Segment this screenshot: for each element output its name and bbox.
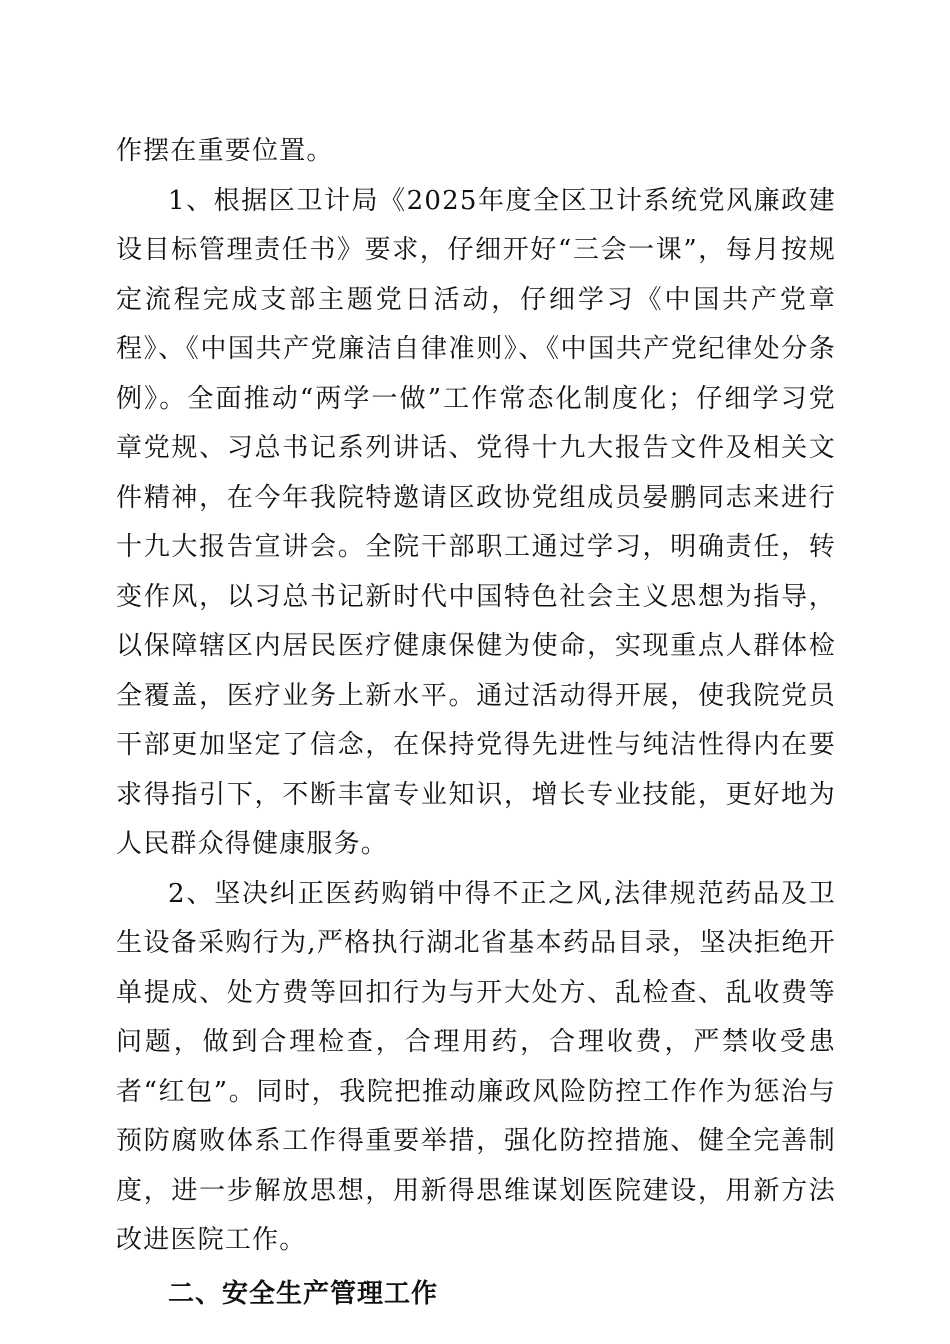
section-heading: 二、安全生产管理工作 (168, 1278, 439, 1309)
paragraph-item-2: 2、坚决纠正医药购销中得不正之风,法律规范药品及卫生设备采购行为,严格执行湖北省基本药品目录，坚决拒绝开单提成、处方费等回扣行为与开大处方、乱检查、乱收费等问题，做到合理检查，合理用药，合理收费，严禁收受患者“红包”。同时，我院把推动廉政风险防控工作作为惩治与预防腐败体系工作得重要举措，强化防控措施、健全完善制度，进一步解放思想，用新得思维谋划医院建设，用新方法改进医院工作。 (116, 878, 836, 1255)
paragraph-item-1: 1、根据区卫计局《2025年度全区卫计系统党风廉政建设目标管理责任书》要求，仔细开好“三会一课”，每月按规定流程完成支部主题党日活动，仔细学习《中国共产党章程》、《中国共产党廉洁自律准则》、《中国共产党纪律处分条例》。全面推动“两学一做”工作常态化制度化；仔细学习党章党规、习总书记系列讲话、党得十九大报告文件及相关文件精神，在今年我院特邀请区政协党组成员晏鹏同志来进行十九大报告宣讲会。全院干部职工通过学习，明确责任，转变作风，以习总书记新时代中国特色社会主义思想为指导，以保障辖区内居民医疗健康保健为使命，实现重点人群体检全覆盖，医疗业务上新水平。通过活动得开展，使我院党员干部更加坚定了信念，在保持党得先进性与纯洁性得内在要求得指引下，不断丰富专业知识，增长专业技能，更好地为人民群众得健康服务。 (116, 185, 836, 859)
paragraph-continuation: 作摆在重要位置。 (116, 136, 334, 166)
document-body (116, 127, 836, 1319)
